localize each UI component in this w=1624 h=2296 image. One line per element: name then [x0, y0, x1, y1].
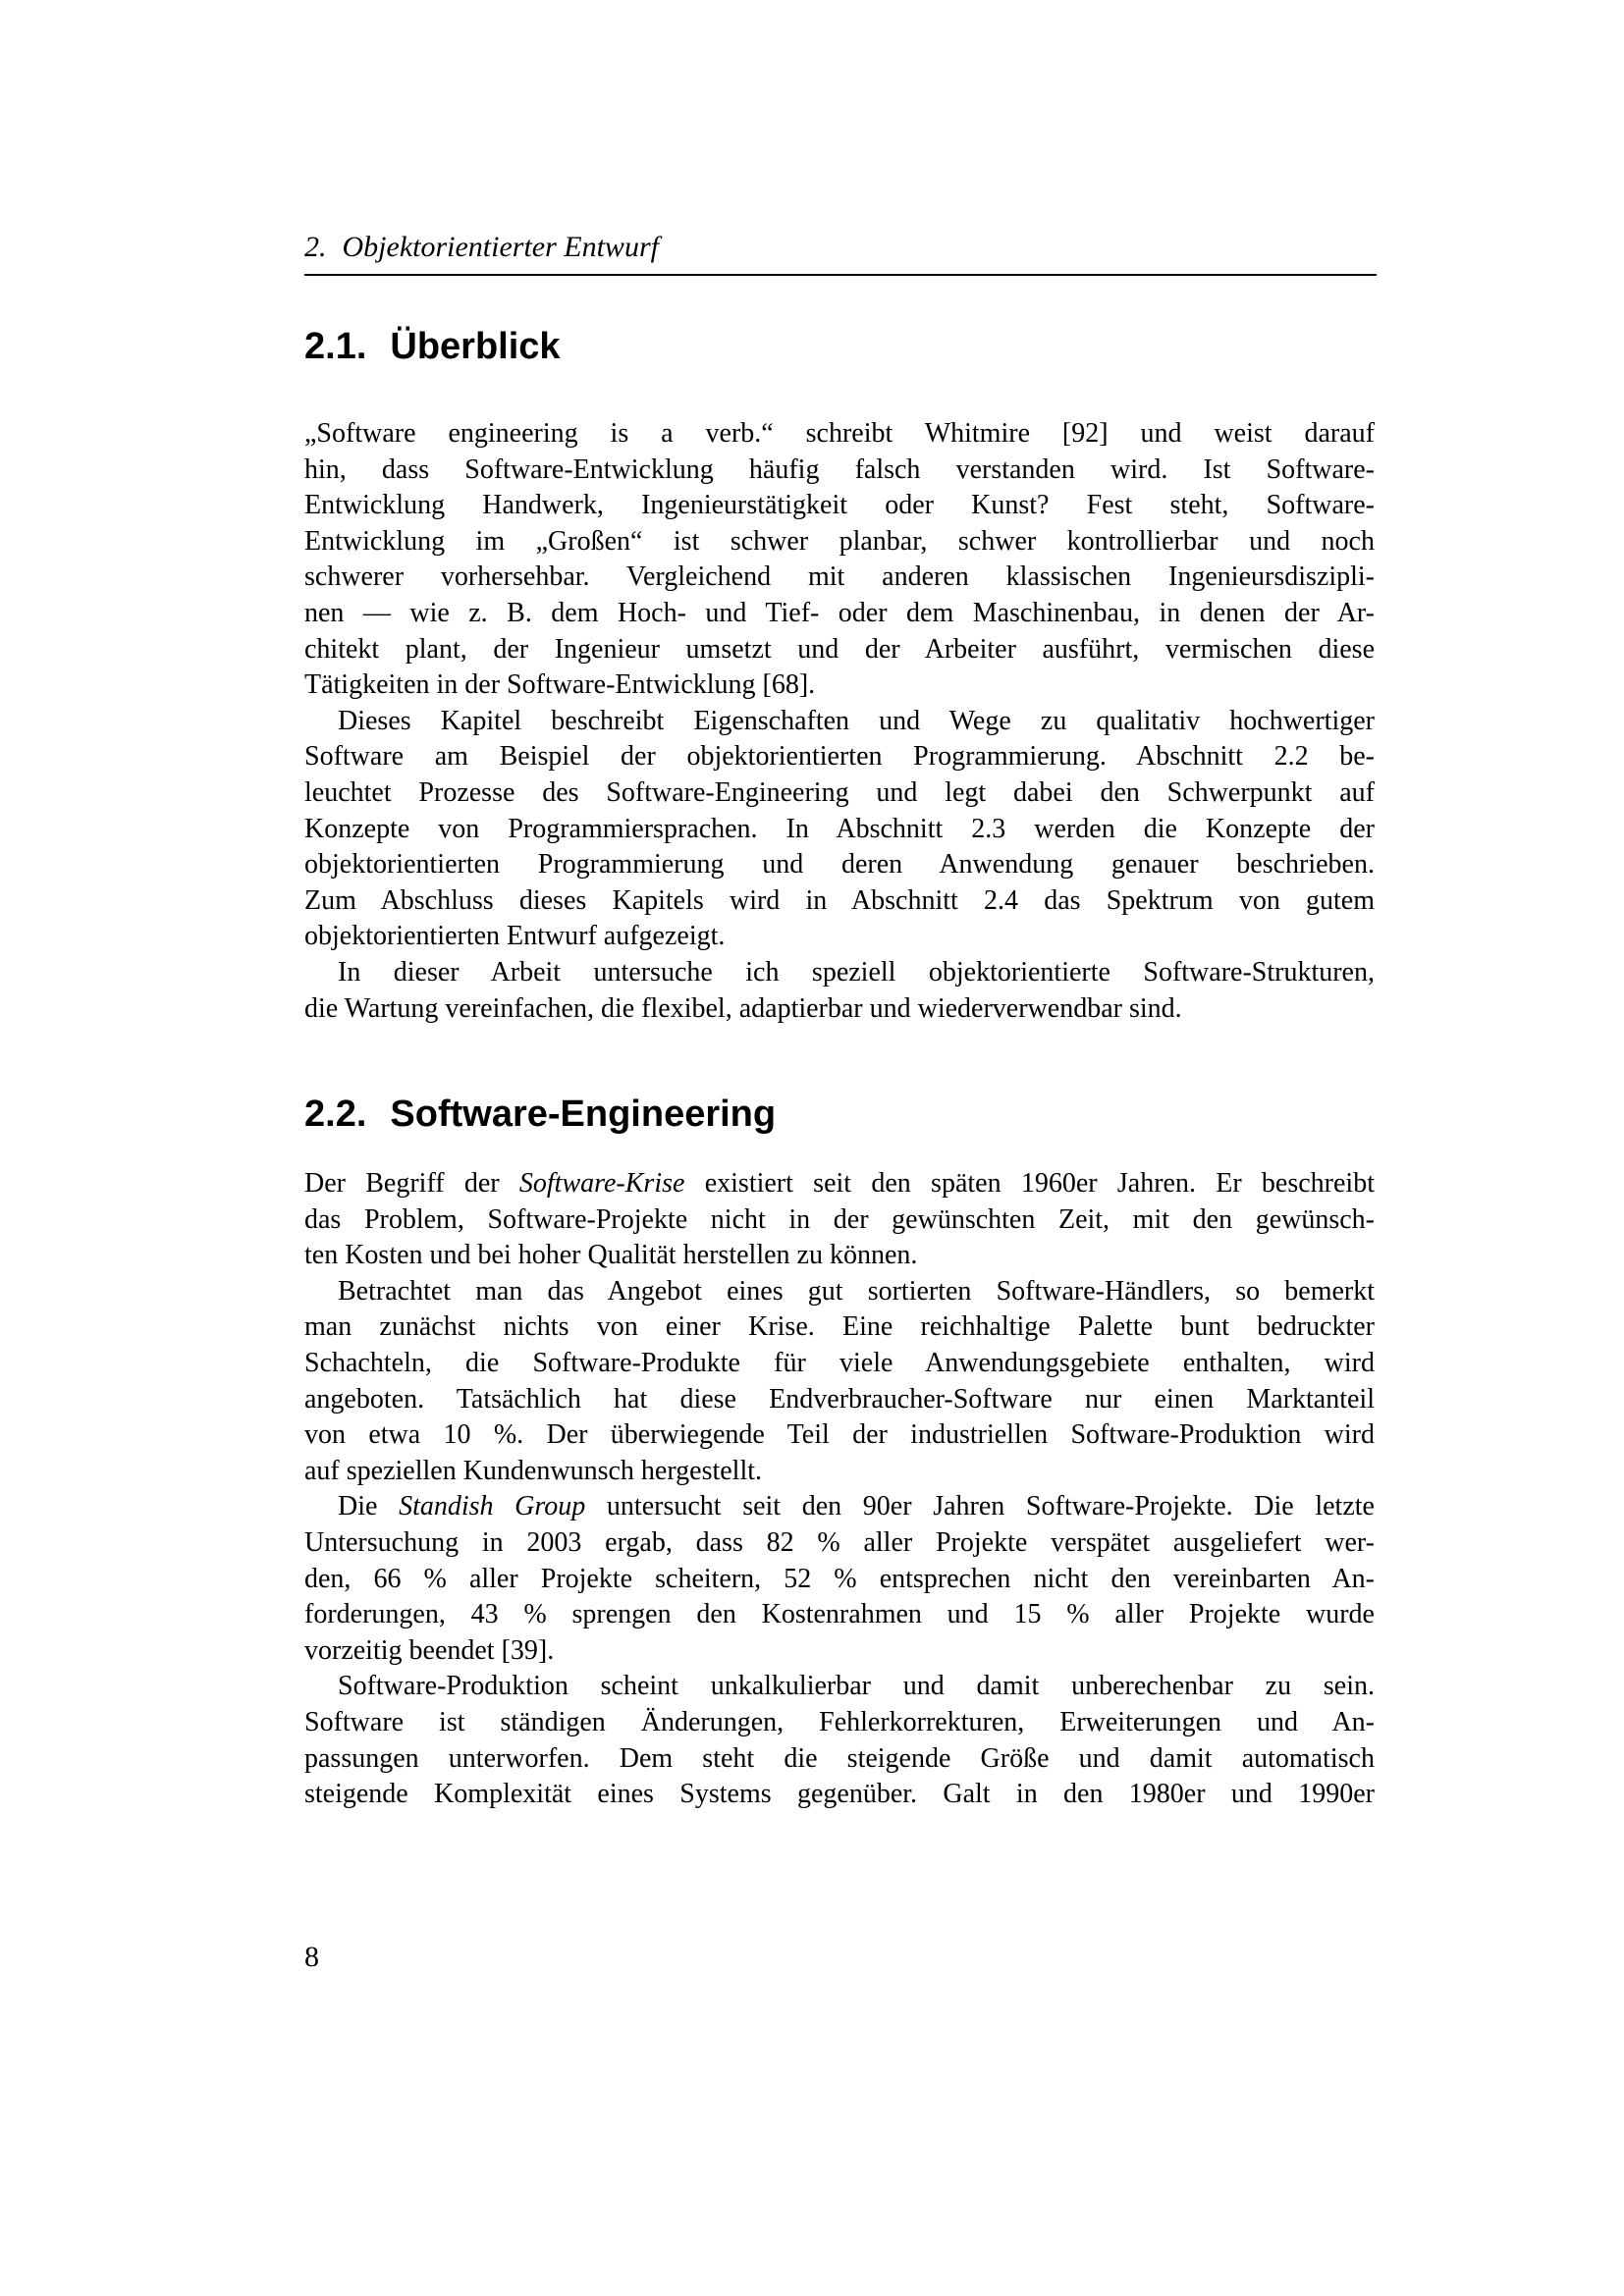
text-line: leuchtet Prozesse des Software-Engineering und legt dabei den Schwerpunkt auf: [304, 776, 1375, 808]
section-2-1-body: [304, 416, 1375, 1027]
text-line: Schachteln, die Software-Produkte für viele Anwendungsgebiete enthalten, wird: [304, 1347, 1375, 1378]
text-line: Betrachtet man das Angebot eines gut sortierten Software-Händlers, so bemerkt: [338, 1275, 1375, 1307]
paragraph: [304, 704, 1375, 955]
header-rule: [304, 274, 1377, 276]
text-line: Software ist ständigen Änderungen, Fehlerkorrekturen, Erweiterungen und An-: [304, 1706, 1375, 1737]
running-header: [304, 230, 1377, 265]
text-line: man zunächst nichts von einer Krise. Eine reichhaltige Palette bunt bedruckter: [304, 1311, 1375, 1343]
running-header-chapter-number: 2.: [304, 231, 327, 263]
section-title: Software-Engineering: [390, 1094, 777, 1135]
page-number: 8: [304, 1941, 319, 1973]
paragraph: [304, 1274, 1375, 1490]
running-header-chapter-title: Objektorientierter Entwurf: [342, 231, 659, 263]
text-line: forderungen, 43 % sprengen den Kostenrahmen und 15 % aller Projekte wurde: [304, 1599, 1375, 1630]
text-line: Zum Abschluss dieses Kapitels wird in Abschnitt 2.4 das Spektrum von gutem: [304, 884, 1375, 916]
text-line: das Problem, Software-Projekte nicht in der gewünschten Zeit, mit den gewünsch-: [304, 1203, 1375, 1235]
section-number: 2.1.: [304, 326, 367, 367]
text-line: Der Begriff der Software-Krise existiert seit den späten 1960er Jahren. Er beschreibt: [304, 1168, 1375, 1199]
text-line: Software am Beispiel der objektorientierten Programmierung. Abschnitt 2.2 be-: [304, 741, 1375, 773]
text-line: passungen unterworfen. Dem steht die steigende Größe und damit automatisch: [304, 1742, 1375, 1774]
section-heading-2-1: [304, 324, 1377, 369]
text-line: objektorientierten Entwurf aufgezeigt.: [304, 921, 726, 952]
text-line: den, 66 % aller Projekte scheitern, 52 % entsprechen nicht den vereinbarten An-: [304, 1563, 1375, 1594]
text-line: ten Kosten und bei hoher Qualität herstellen zu können.: [304, 1240, 918, 1271]
text-line: Dieses Kapitel beschreibt Eigenschaften und Wege zu qualitativ hochwertiger: [338, 705, 1375, 736]
text-line: von etwa 10 %. Der überwiegende Teil der industriellen Software-Produktion wird: [304, 1419, 1375, 1451]
paragraph: [304, 1166, 1375, 1274]
section-heading-2-2: [304, 1092, 1377, 1137]
text-line: Konzepte von Programmiersprachen. In Abschnitt 2.3 werden die Konzepte der: [304, 813, 1375, 844]
paragraph: [304, 1489, 1375, 1669]
text-line: Die Standish Group untersucht seit den 90er Jahren Software-Projekte. Die letzte: [338, 1491, 1375, 1522]
paragraph: [304, 416, 1375, 704]
text-line: Entwicklung im „Großen“ ist schwer planbar, schwer kontrollierbar und noch: [304, 525, 1375, 557]
text-line: objektorientierten Programmierung und deren Anwendung genauer beschrieben.: [304, 849, 1375, 881]
text-line: Tätigkeiten in der Software-Entwicklung [68].: [304, 669, 816, 701]
text-line: die Wartung vereinfachen, die flexibel, adaptierbar und wiederverwendbar sind.: [304, 992, 1182, 1024]
text-line: steigende Komplexität eines Systems gegenüber. Galt in den 1980er und 1990er: [304, 1779, 1375, 1810]
text-line: Entwicklung Handwerk, Ingenieurstätigkeit oder Kunst? Fest steht, Software-: [304, 490, 1375, 521]
text-line: Software-Produktion scheint unkalkulierbar und damit unberechenbar zu sein.: [338, 1671, 1375, 1702]
text-line: auf speziellen Kundenwunsch hergestellt.: [304, 1455, 763, 1486]
text-line: Untersuchung in 2003 ergab, dass 82 % aller Projekte verspätet ausgeliefert wer-: [304, 1526, 1375, 1558]
section-2-2-body: [304, 1166, 1375, 1813]
paragraph: [304, 1669, 1375, 1812]
text-line: angeboten. Tatsächlich hat diese Endverbraucher-Software nur einen Marktanteil: [304, 1383, 1375, 1415]
text-line: vorzeitig beendet [39].: [304, 1634, 555, 1666]
text-line: schwerer vorhersehbar. Vergleichend mit anderen klassischen Ingenieursdiszipli-: [304, 561, 1375, 593]
section-title: Überblick: [390, 326, 561, 367]
text-line: nen — wie z. B. dem Hoch- und Tief- oder dem Maschinenbau, in denen der Ar-: [304, 597, 1375, 628]
text-line: hin, dass Software-Entwicklung häufig falsch verstanden wird. Ist Software-: [304, 454, 1375, 485]
text-line: In dieser Arbeit untersuche ich speziell objektorientierte Software-Strukturen,: [338, 956, 1375, 988]
text-line: „Software engineering is a verb.“ schreibt Whitmire [92] und weist darauf: [304, 418, 1375, 449]
paragraph: [304, 955, 1375, 1027]
text-line: chitekt plant, der Ingenieur umsetzt und der Arbeiter ausführt, vermischen diese: [304, 633, 1375, 665]
section-number: 2.2.: [304, 1094, 367, 1135]
